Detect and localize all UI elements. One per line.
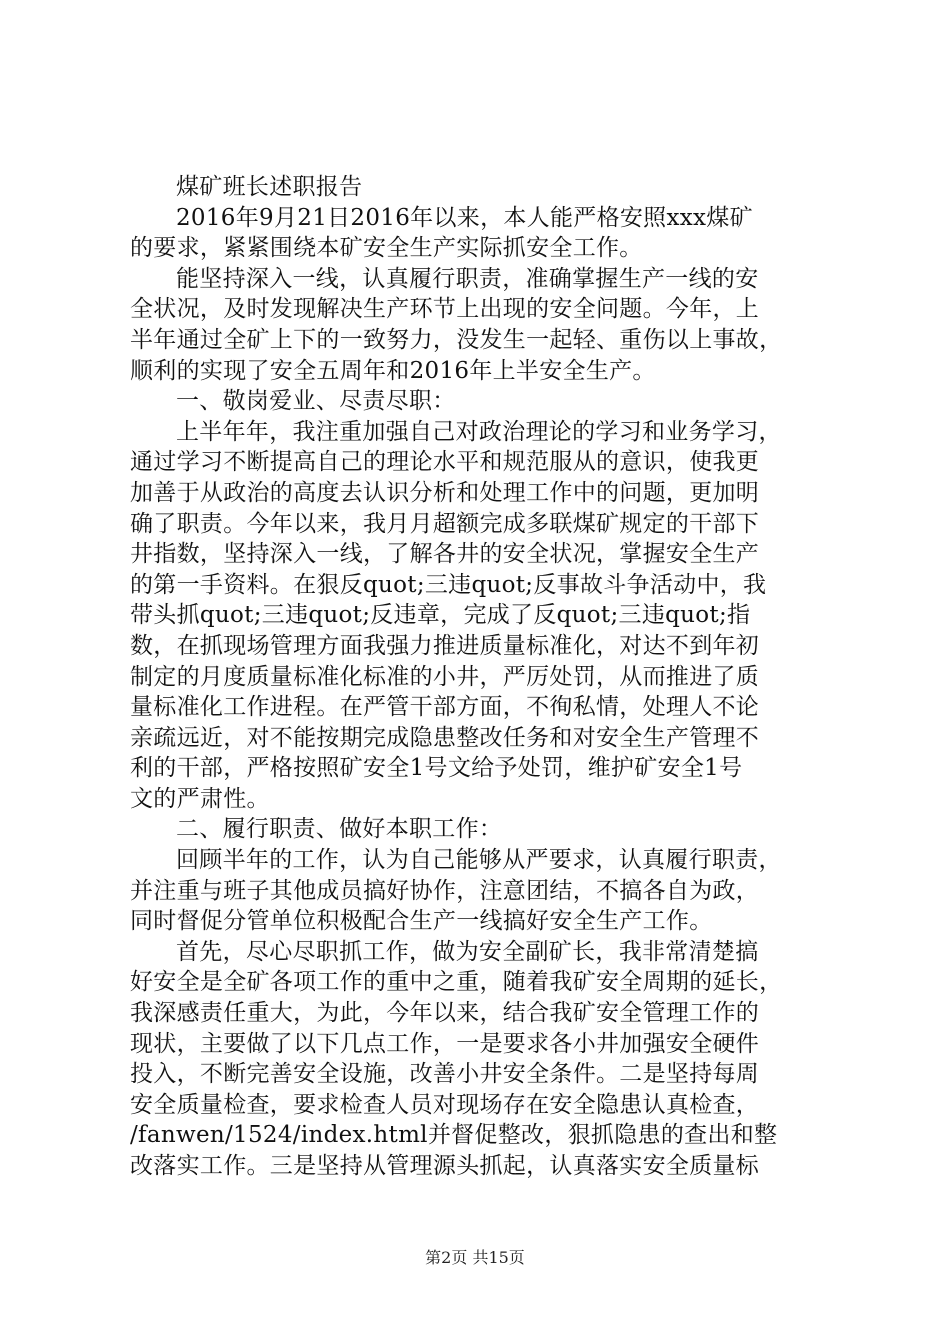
text-line: 同时督促分管单位积极配合生产一线搞好安全生产工作。 <box>130 908 713 935</box>
text-line: 顺利的实现了安全五周年和2016年上半安全生产。 <box>130 357 656 384</box>
text-line: 2016年9月21日2016年以来，本人能严格安照xxx煤矿 <box>176 204 753 231</box>
document-title: 煤矿班长述职报告 <box>176 174 363 200</box>
text-line: 的第一手资料。在狠反quot;三违quot;反事故斗争活动中，我 <box>130 571 767 598</box>
text-line: 半年通过全矿上下的一致努力，没发生一起轻、重伤以上事故， <box>130 326 783 353</box>
text-line: 我深感责任重大，为此，今年以来，结合我矿安全管理工作的 <box>130 1000 760 1027</box>
page-footer: 第2页 共15页 <box>425 1248 525 1267</box>
text-line: 一、敬岗爱业、尽责尽职： <box>176 388 456 415</box>
text-line: 回顾半年的工作，认为自己能够从严要求，认真履行职责， <box>176 847 782 874</box>
text-line: 现状，主要做了以下几点工作，一是要求各小井加强安全硬件 <box>130 1030 760 1057</box>
text-line: 确了职责。今年以来，我月月超额完成多联煤矿规定的干部下 <box>130 510 760 537</box>
text-line: 加善于从政治的高度去认识分析和处理工作中的问题，更加明 <box>130 479 760 506</box>
text-line: 制定的月度质量标准化标准的小井，严厉处罚，从而推进了质 <box>130 663 760 690</box>
text-line: 投入，不断完善安全设施，改善小井安全条件。二是坚持每周 <box>130 1061 760 1088</box>
text-line: 首先，尽心尽职抓工作，做为安全副矿长，我非常清楚搞 <box>176 938 759 965</box>
text-line: 并注重与班子其他成员搞好协作，注意团结，不搞各自为政， <box>130 877 760 904</box>
document-body <box>130 172 830 1182</box>
text-line: 能坚持深入一线，认真履行职责，准确掌握生产一线的安 <box>176 265 759 292</box>
text-line: 上半年年，我注重加强自己对政治理论的学习和业务学习， <box>176 418 782 445</box>
text-line: 改落实工作。三是坚持从管理源头抓起，认真落实安全质量标 <box>130 1153 760 1179</box>
text-line: 二、履行职责、做好本职工作： <box>176 816 503 843</box>
text-line: 数，在抓现场管理方面我强力推进质量标准化，对达不到年初 <box>130 632 760 659</box>
text-line: 带头抓quot;三违quot;反违章，完成了反quot;三违quot;指 <box>130 602 751 629</box>
text-line: /fanwen/1524/index.html并督促整改，狠抓隐患的查出和整 <box>130 1122 778 1149</box>
text-line: 全状况，及时发现解决生产环节上出现的安全问题。今年，上 <box>130 296 760 323</box>
text-line: 文的严肃性。 <box>130 785 270 812</box>
text-line: 量标准化工作进程。在严管干部方面，不徇私情，处理人不论 <box>130 694 760 721</box>
text-line: 利的干部，严格按照矿安全1号文给予处罚，维护矿安全1号 <box>130 755 743 782</box>
text-line: 好安全是全矿各项工作的重中之重，随着我矿安全周期的延长， <box>130 969 783 996</box>
text-line: 通过学习不断提高自己的理论水平和规范服从的意识，使我更 <box>130 449 760 476</box>
text-line: 亲疏远近，对不能按期完成隐患整改任务和对安全生产管理不 <box>130 724 760 751</box>
text-line: 的要求，紧紧围绕本矿安全生产实际抓安全工作。 <box>130 235 643 262</box>
text-line: 井指数，坚持深入一线，了解各井的安全状况，掌握安全生产 <box>130 541 760 568</box>
text-line: 安全质量检查，要求检查人员对现场存在安全隐患认真检查， <box>130 1091 760 1118</box>
